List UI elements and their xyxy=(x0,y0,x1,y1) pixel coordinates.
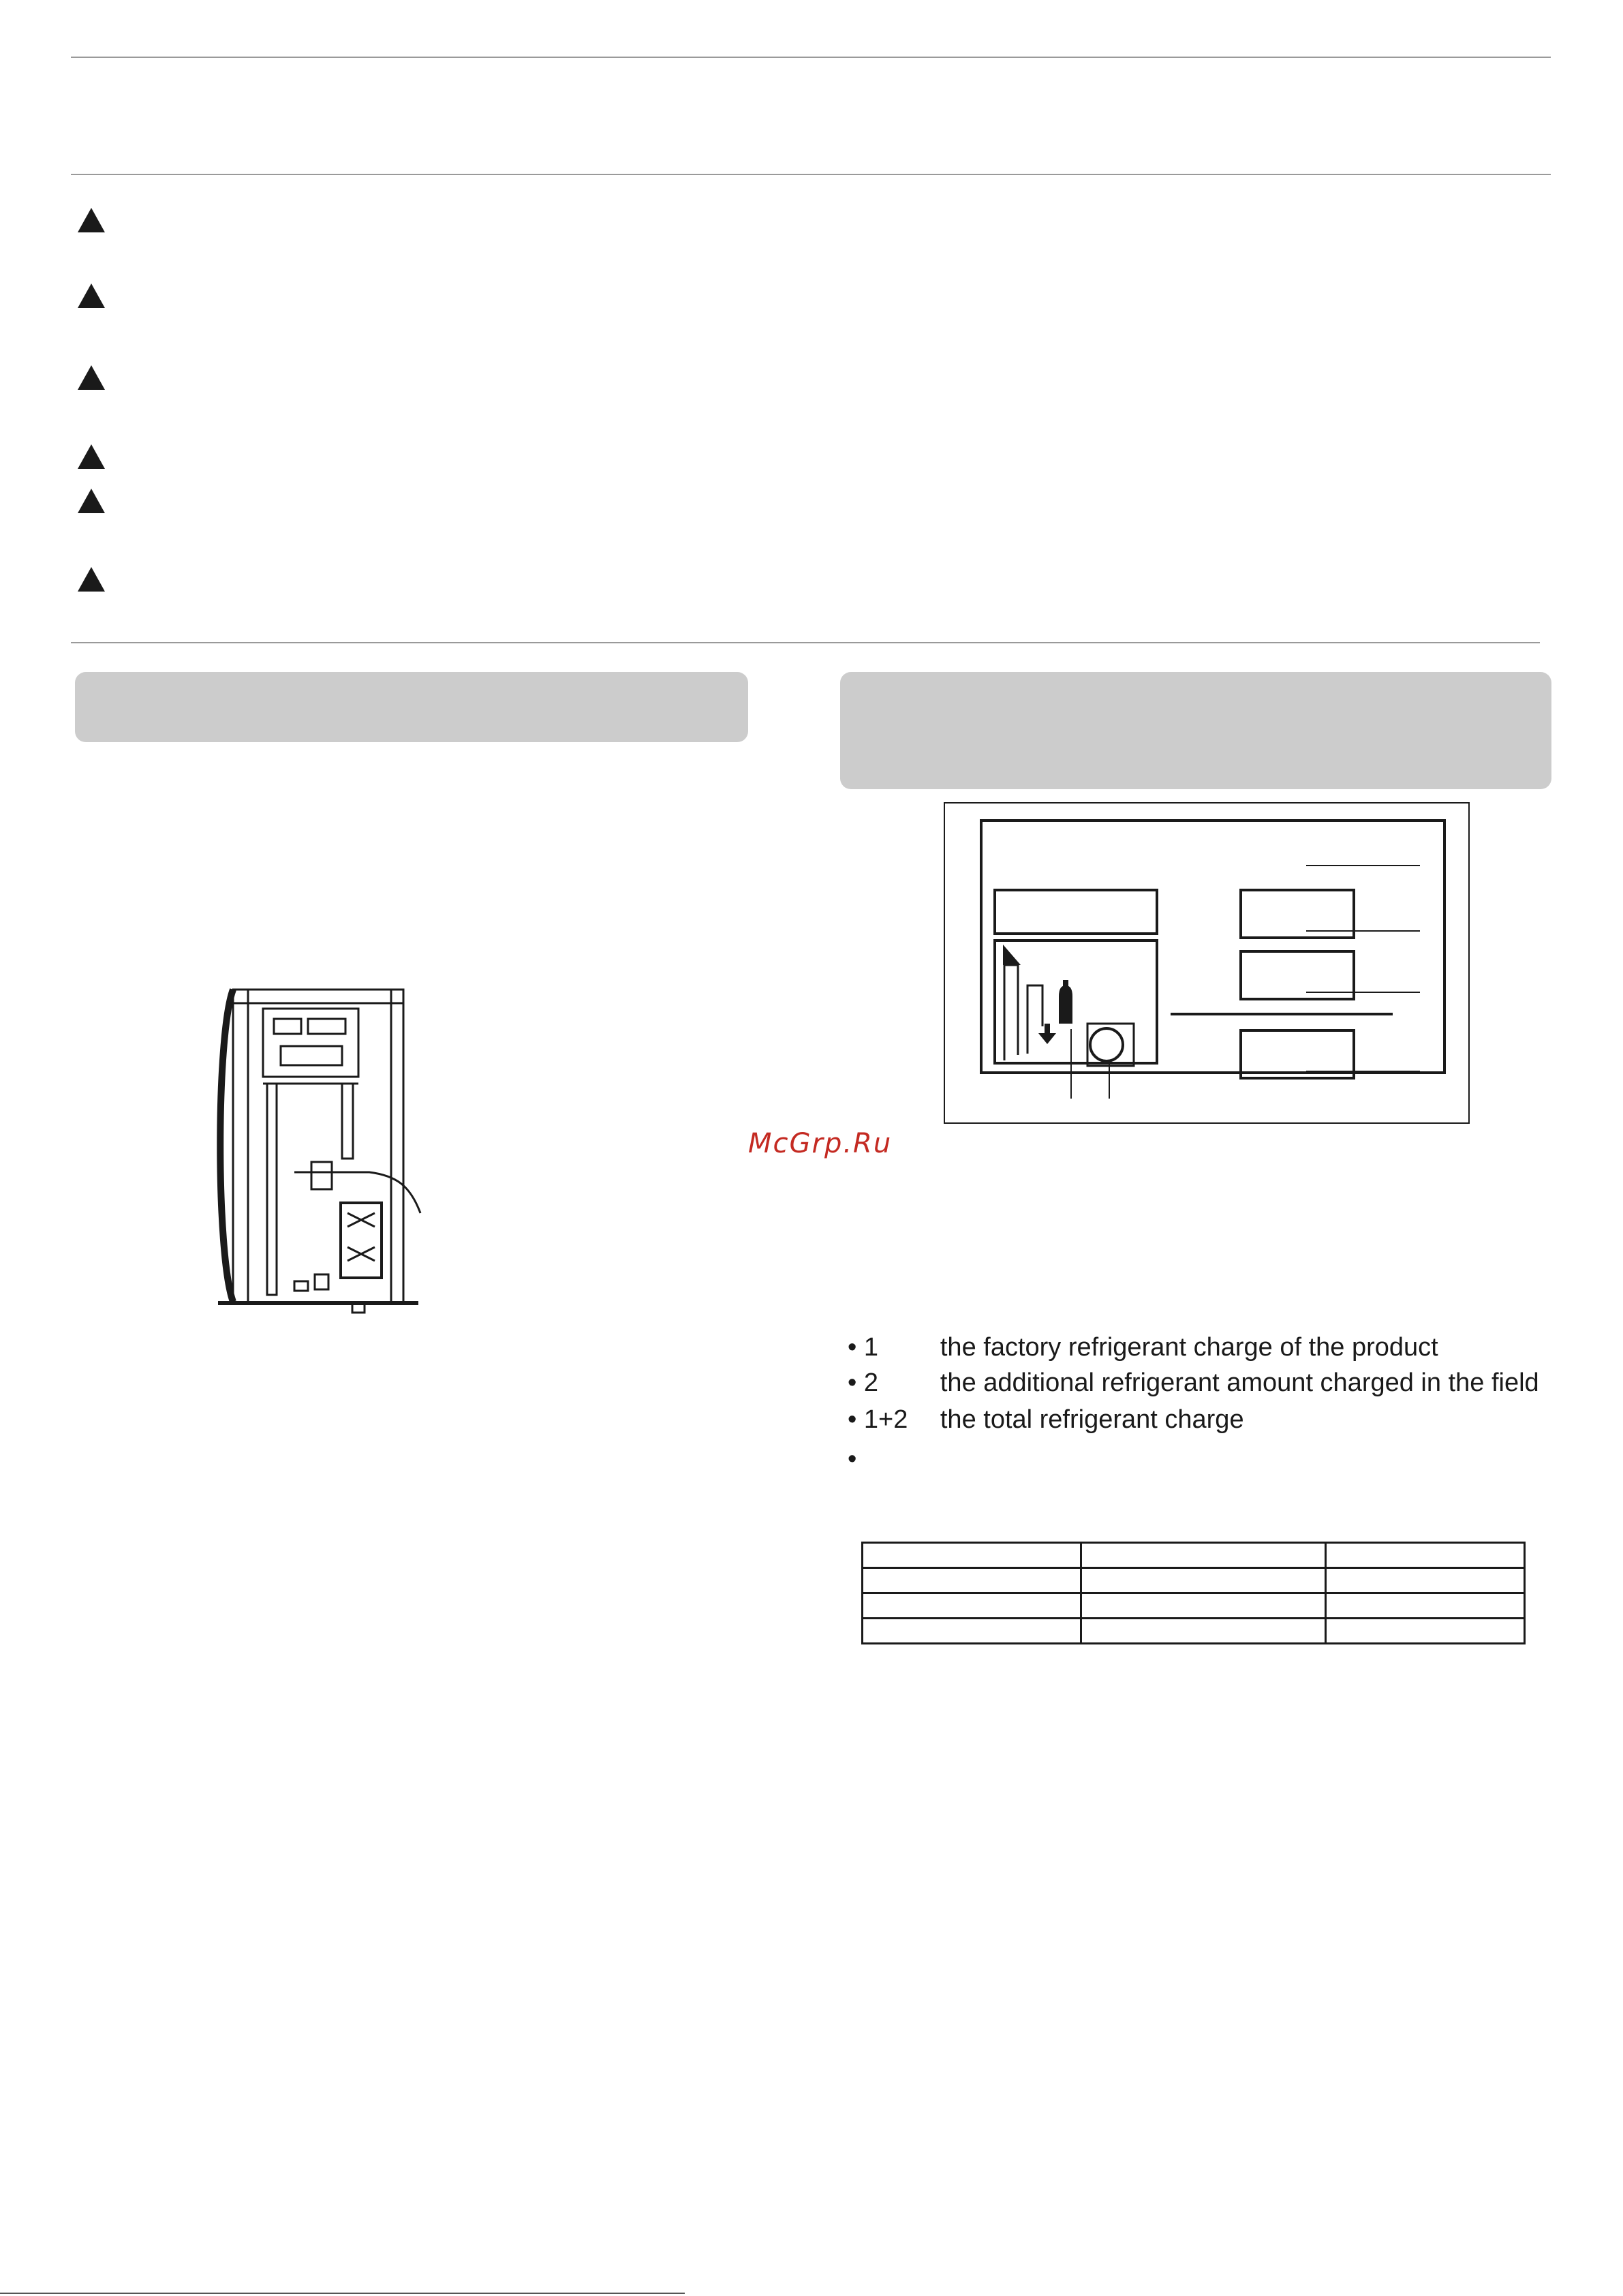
refrigerant-summary-table xyxy=(861,1542,1526,1644)
table-row xyxy=(863,1619,1525,1644)
table-row xyxy=(863,1568,1525,1593)
legend-key: 1 xyxy=(863,1333,879,1362)
legend-text: the additional refrigerant amount charged in the field xyxy=(940,1368,1539,1397)
table-cell xyxy=(1081,1543,1326,1568)
right-section-heading-panel xyxy=(840,672,1551,789)
table-cell xyxy=(1325,1543,1524,1568)
table-cell xyxy=(1325,1619,1524,1644)
legend-key: 2 xyxy=(863,1368,879,1397)
table-cell xyxy=(1081,1568,1326,1593)
table-cell xyxy=(863,1568,1081,1593)
table-cell xyxy=(1325,1593,1524,1619)
table-cell xyxy=(863,1619,1081,1644)
charge-legend-item: • 1+2 the total refrigerant charge xyxy=(848,1405,1244,1434)
header-rule xyxy=(71,174,1551,175)
left-section-heading-panel xyxy=(75,672,748,742)
table-row xyxy=(863,1593,1525,1619)
warning-icon xyxy=(78,444,105,469)
refrigerant-label-diagram xyxy=(943,801,1474,1127)
footer-rule xyxy=(0,2293,685,2294)
legend-text: the factory refrigerant charge of the product xyxy=(940,1333,1438,1362)
section-rule xyxy=(71,642,1540,643)
table-cell xyxy=(1325,1568,1524,1593)
legend-text: the total refrigerant charge xyxy=(940,1405,1244,1434)
charge-legend-item: • 2 the additional refrigerant amount charged in the field xyxy=(848,1368,1539,1397)
warning-icon xyxy=(78,284,105,308)
watermark-text: McGrp.Ru xyxy=(748,1128,893,1159)
outdoor-unit-illustration xyxy=(213,981,431,1315)
warning-icon xyxy=(78,489,105,513)
table-cell xyxy=(863,1593,1081,1619)
legend-key: 1+2 xyxy=(863,1405,908,1434)
table-cell xyxy=(1081,1593,1326,1619)
warning-icon xyxy=(78,208,105,232)
table-cell xyxy=(863,1543,1081,1568)
charge-legend-item: • xyxy=(848,1445,864,1473)
warning-icon xyxy=(78,365,105,390)
charge-legend-item: • 1 the factory refrigerant charge of the product xyxy=(848,1333,1438,1362)
top-rule xyxy=(71,57,1551,58)
table-row xyxy=(863,1543,1525,1568)
warning-icon xyxy=(78,567,105,592)
table-cell xyxy=(1081,1619,1326,1644)
